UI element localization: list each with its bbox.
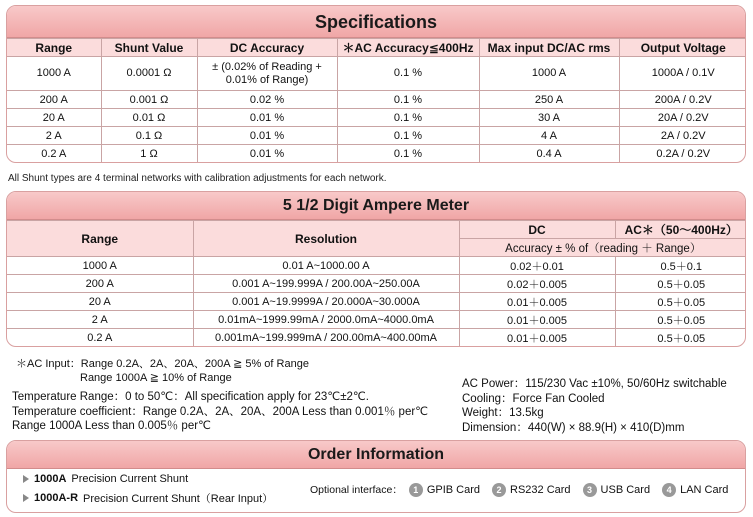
number-circle-icon: 2 xyxy=(492,483,506,497)
dimension: Dimension：440(W) × 88.9(H) × 410(D)mm xyxy=(462,421,685,434)
option-rs232-card: RS232 Card xyxy=(510,483,571,496)
cell-ac: 0.5＋0.05 xyxy=(615,311,746,329)
cell-resolution: 0.001 A~199.999A / 200.00A~250.00A xyxy=(193,275,459,293)
table-row xyxy=(7,91,746,109)
cell-range: 20 A xyxy=(7,109,101,127)
cell-output-voltage: 1000A / 0.1V xyxy=(619,57,746,91)
cell-max-input: 1000 A xyxy=(479,57,619,91)
order-information-title: Order Information xyxy=(7,441,745,469)
order-item xyxy=(23,473,188,485)
ampere-meter-panel xyxy=(6,191,746,347)
cell-ac: 0.5＋0.05 xyxy=(615,329,746,347)
temperature-info xyxy=(12,390,428,434)
number-circle-icon: 3 xyxy=(583,483,597,497)
cell-range: 1000 A xyxy=(7,257,193,275)
cell-max-input: 30 A xyxy=(479,109,619,127)
cell-dc: 0.01＋0.005 xyxy=(459,293,615,311)
cell-dc-accuracy: 0.01 % xyxy=(197,145,337,163)
cell-ac: 0.5＋0.05 xyxy=(615,275,746,293)
cell-ac-accuracy: 0.1 % xyxy=(337,109,479,127)
cell-resolution: 0.01mA~1999.99mA / 2000.0mA~4000.0mA xyxy=(193,311,459,329)
arrow-right-icon xyxy=(23,494,29,502)
cell-output-voltage: 0.2A / 0.2V xyxy=(619,145,746,163)
cell-ac-accuracy: 0.1 % xyxy=(337,127,479,145)
number-circle-icon: 1 xyxy=(409,483,423,497)
cell-resolution: 0.001 A~19.9999A / 20.000A~30.000A xyxy=(193,293,459,311)
table-row xyxy=(7,257,746,275)
cell-dc-accuracy: 0.01 % xyxy=(197,109,337,127)
cell-output-voltage: 200A / 0.2V xyxy=(619,91,746,109)
weight: Weight：13.5kg xyxy=(462,407,544,419)
cell-range: 200 A xyxy=(7,91,101,109)
cell-output-voltage: 2A / 0.2V xyxy=(619,127,746,145)
cooling: Cooling：Force Fan Cooled xyxy=(462,392,605,405)
header-ac: AC＊（50～400Hz） xyxy=(615,221,746,239)
header-accuracy: Accuracy ± % of（reading ＋ Range） xyxy=(459,239,746,257)
cell-max-input: 250 A xyxy=(479,91,619,109)
cell-ac: 0.5＋0.05 xyxy=(615,293,746,311)
shunt-note: All Shunt types are 4 terminal networks with calibration adjustments for each network. xyxy=(8,173,387,184)
option-lan-card: LAN Card xyxy=(680,483,729,496)
order-information-panel xyxy=(6,440,746,513)
number-circle-icon: 4 xyxy=(662,483,676,497)
option-gpib-card: GPIB Card xyxy=(426,483,480,496)
table-row xyxy=(7,57,746,91)
cell-ac-accuracy: 0.1 % xyxy=(337,57,479,91)
cell-resolution: 0.01 A~1000.00 A xyxy=(193,257,459,275)
cell-range: 0.2 A xyxy=(7,329,193,347)
table-row xyxy=(7,329,746,347)
order-item xyxy=(23,490,273,506)
order-model: 1000A xyxy=(34,473,67,485)
temperature-range: Temperature Range：0 to 50℃：All specification apply for 23℃±2℃. xyxy=(12,391,370,403)
cell-dc: 0.01＋0.005 xyxy=(459,329,615,347)
specifications-title: Specifications xyxy=(7,6,745,38)
ampere-meter-title: 5 1/2 Digit Ampere Meter xyxy=(7,192,745,220)
cell-dc-accuracy: 0.01 % xyxy=(197,127,337,145)
cell-output-voltage: 20A / 0.2V xyxy=(619,109,746,127)
cell-max-input: 0.4 A xyxy=(479,145,619,163)
cell-shunt-value: 0.0001 Ω xyxy=(101,57,197,91)
ac-input-line-2: Range 1000A ≧ 10% of Range xyxy=(80,372,232,384)
header-resolution: Resolution xyxy=(193,221,459,257)
temperature-coefficient-1000a: Range 1000A Less than 0.005％ per℃ xyxy=(12,420,211,432)
cell-dc-accuracy: ± (0.02% of Reading + 0.01% of Range) xyxy=(197,57,337,91)
header-range: Range xyxy=(7,221,193,257)
cell-dc: 0.02＋0.01 xyxy=(459,257,615,275)
cell-shunt-value: 1 Ω xyxy=(101,145,197,163)
ac-input-line-1: ＊AC Input：Range 0.2A、2A、20A、200A ≧ 5% of Range xyxy=(16,358,309,370)
ac-power: AC Power：115/230 Vac ±10%, 50/60Hz switchable xyxy=(462,378,727,390)
cell-dc: 0.01＋0.005 xyxy=(459,311,615,329)
cell-ac: 0.5＋0.1 xyxy=(615,257,746,275)
order-model: 1000A-R xyxy=(34,492,79,504)
header-ac-accuracy: ＊AC Accuracy≦400Hz xyxy=(337,39,479,57)
header-shunt-value: Shunt Value xyxy=(101,39,197,57)
header-output-voltage: Output Voltage xyxy=(619,39,746,57)
specifications-header-row xyxy=(7,39,746,57)
header-dc-accuracy: DC Accuracy xyxy=(197,39,337,57)
table-row xyxy=(7,127,746,145)
table-row xyxy=(7,293,746,311)
cell-dc-accuracy: 0.02 % xyxy=(197,91,337,109)
temperature-coefficient: Temperature coefficient：Range 0.2A、2A、20A、200A Less than 0.001％ per℃ xyxy=(12,405,429,418)
cell-ac-accuracy: 0.1 % xyxy=(337,145,479,163)
table-row xyxy=(7,275,746,293)
cell-range: 0.2 A xyxy=(7,145,101,163)
meter-header-row xyxy=(7,221,746,239)
cell-shunt-value: 0.1 Ω xyxy=(101,127,197,145)
cell-max-input: 4 A xyxy=(479,127,619,145)
cell-range: 1000 A xyxy=(7,57,101,91)
option-usb-card: USB Card xyxy=(600,483,651,496)
order-description: Precision Current Shunt（Rear Input） xyxy=(83,493,274,505)
optional-interface-label: Optional interface： xyxy=(310,484,403,496)
table-row xyxy=(7,311,746,329)
cell-shunt-value: 0.001 Ω xyxy=(101,91,197,109)
order-description: Precision Current Shunt xyxy=(71,473,189,485)
header-max-input: Max input DC/AC rms xyxy=(479,39,619,57)
cell-dc: 0.02＋0.005 xyxy=(459,275,615,293)
cell-resolution: 0.001mA~199.999mA / 200.00mA~400.00mA xyxy=(193,329,459,347)
header-dc: DC xyxy=(459,221,615,239)
cell-range: 200 A xyxy=(7,275,193,293)
power-info xyxy=(462,377,727,435)
cell-shunt-value: 0.01 Ω xyxy=(101,109,197,127)
cell-range: 2 A xyxy=(7,311,193,329)
ac-input-note xyxy=(16,357,309,385)
cell-range: 20 A xyxy=(7,293,193,311)
cell-range: 2 A xyxy=(7,127,101,145)
specifications-table xyxy=(7,38,746,163)
table-row xyxy=(7,109,746,127)
cell-ac-accuracy: 0.1 % xyxy=(337,91,479,109)
optional-interface xyxy=(310,482,736,497)
ampere-meter-table xyxy=(7,220,746,347)
table-row xyxy=(7,145,746,163)
arrow-right-icon xyxy=(23,475,29,483)
header-range: Range xyxy=(7,39,101,57)
specifications-panel xyxy=(6,5,746,163)
